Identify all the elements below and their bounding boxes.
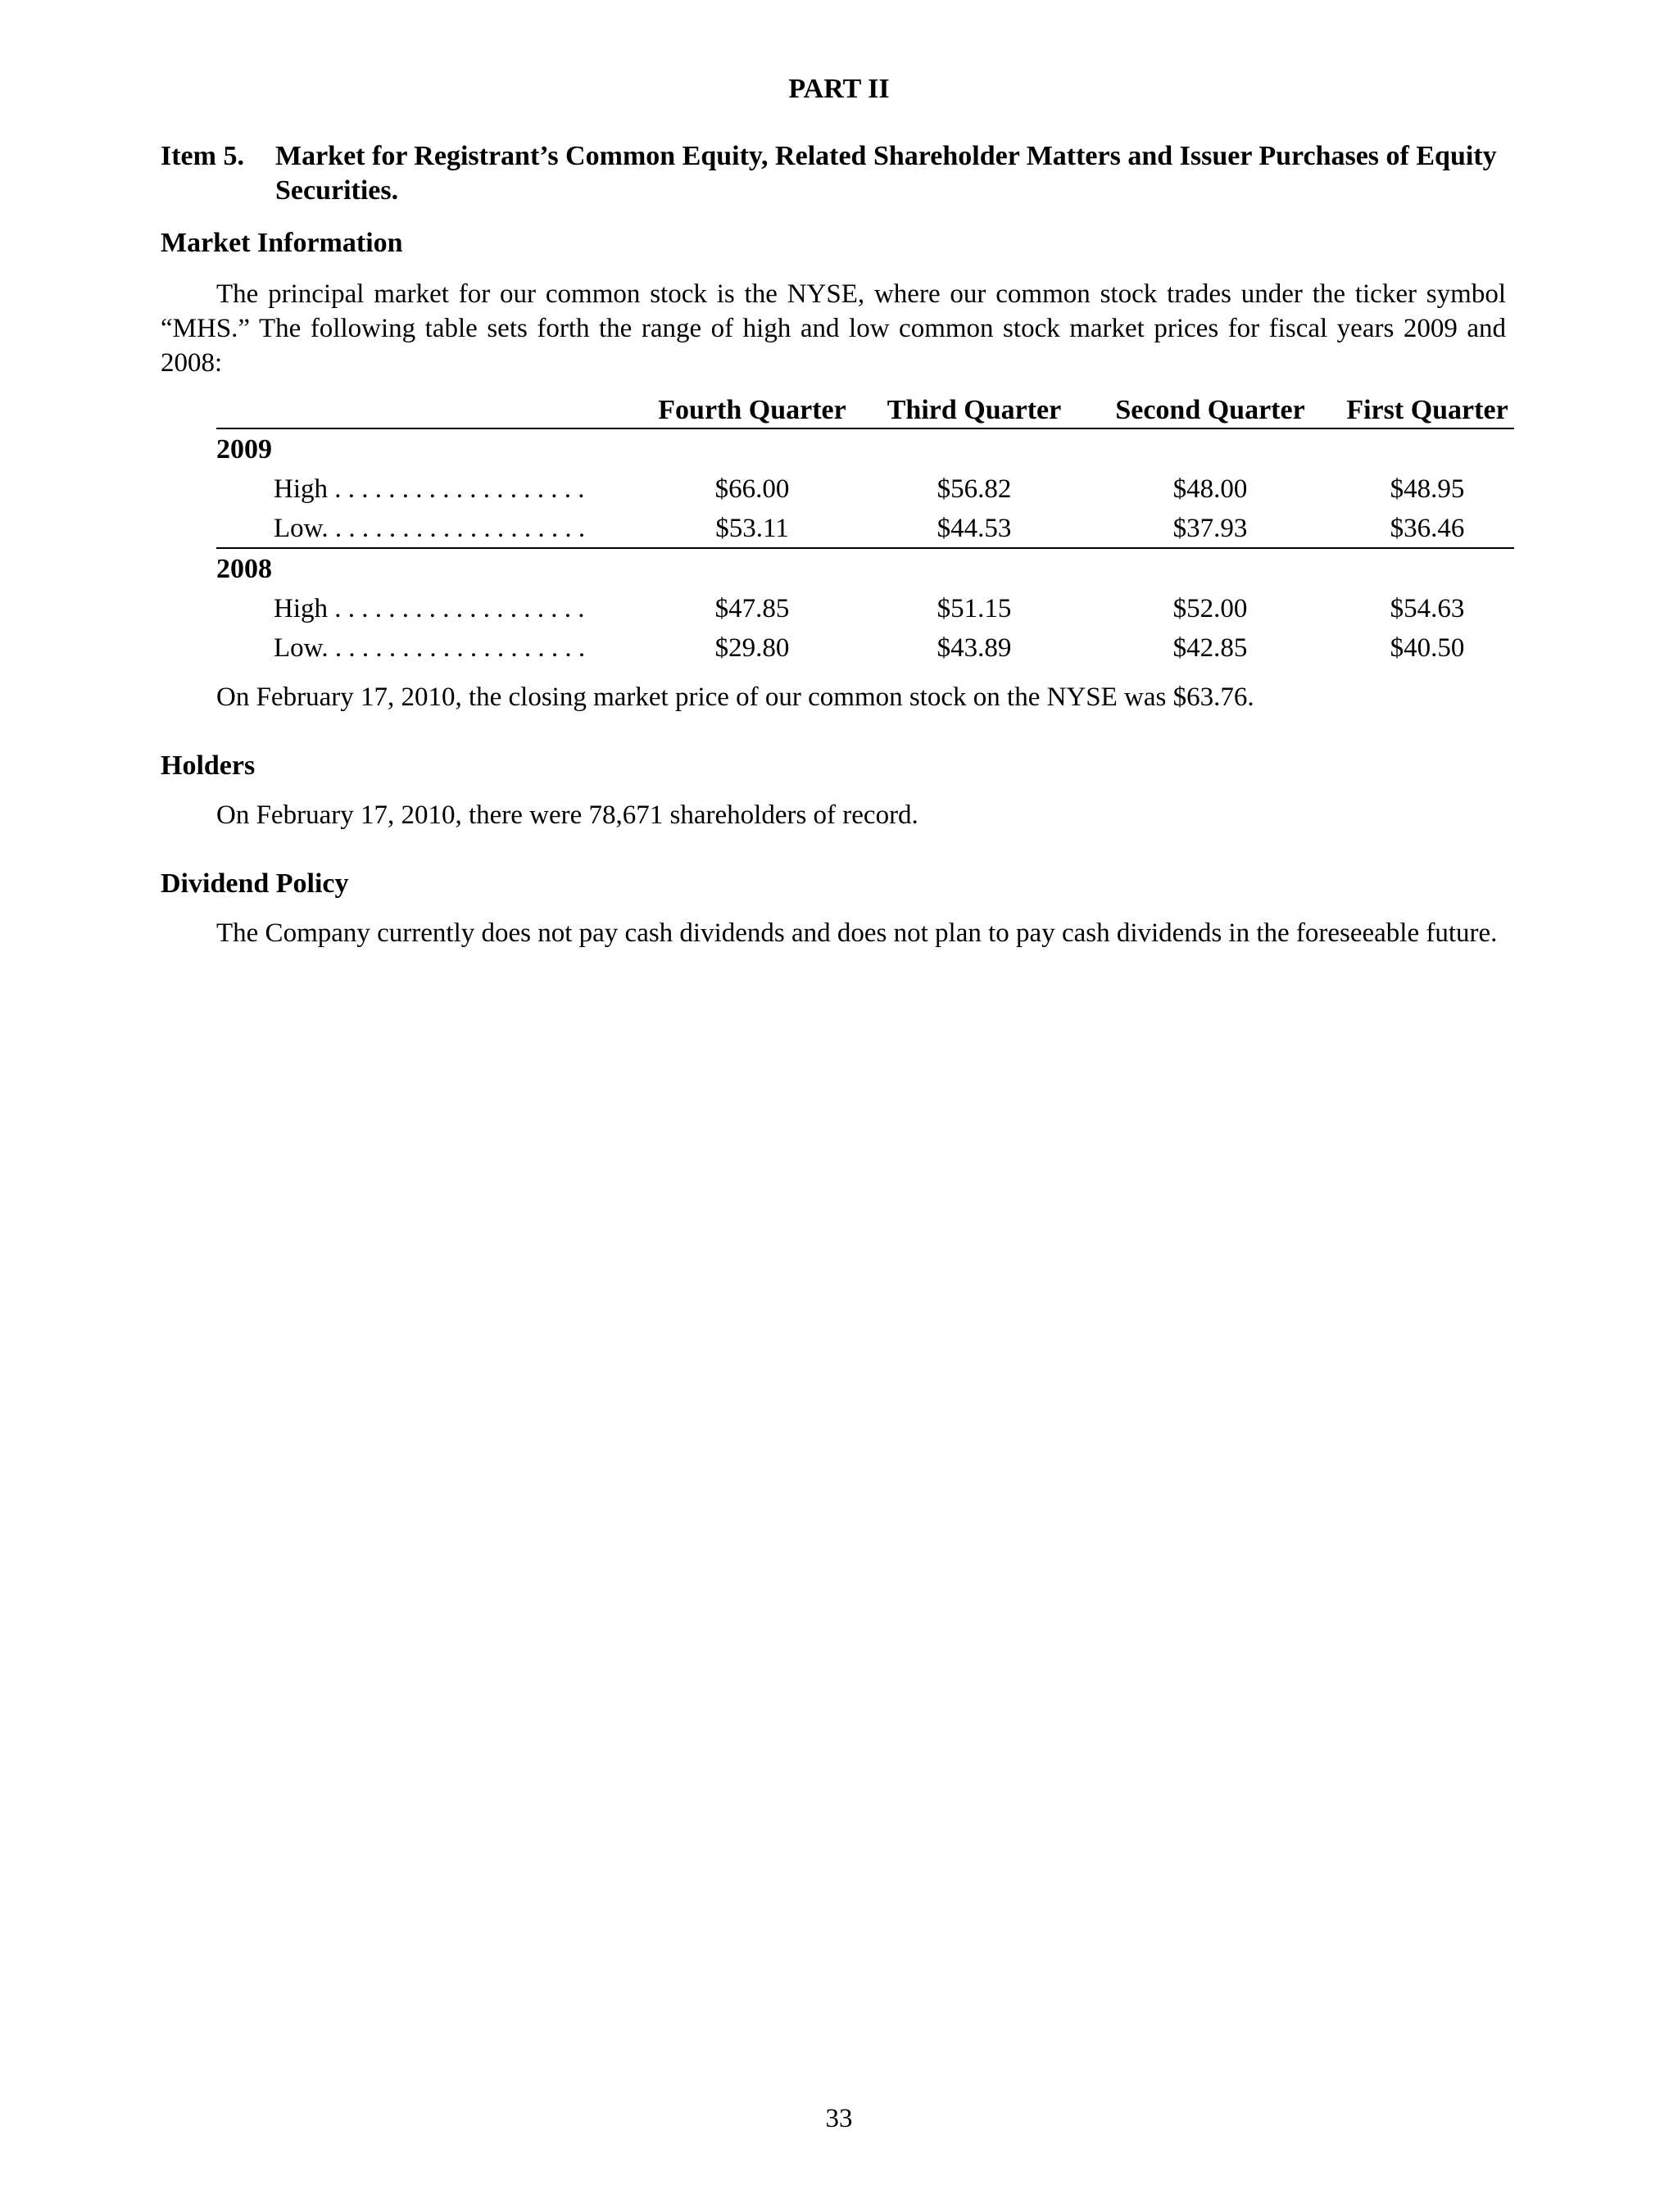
- table-cell: $56.82: [937, 474, 1012, 504]
- holders-text: On February 17, 2010, there were 78,671 shareholders of record.: [216, 800, 918, 830]
- column-header-first-quarter: First Quarter: [1346, 395, 1508, 425]
- table-row: [216, 588, 1514, 628]
- item-number: Item 5.: [161, 141, 244, 171]
- table-cell: $48.95: [1390, 474, 1465, 504]
- year-label: 2008: [216, 554, 272, 584]
- part-title: PART II: [788, 74, 890, 104]
- table-cell: $44.53: [937, 514, 1012, 543]
- table-cell: $43.89: [937, 633, 1012, 663]
- table-cell: $42.85: [1172, 633, 1248, 663]
- page-number: 33: [825, 2104, 853, 2133]
- closing-price-note: On February 17, 2010, the closing market price of our common stock on the NYSE was $63.76.: [216, 682, 1254, 712]
- table-header: [216, 393, 1514, 429]
- table-cell: $36.46: [1390, 514, 1465, 543]
- stock-price-table: [216, 393, 1514, 667]
- table-cell: $53.11: [715, 514, 789, 543]
- table-cell: $29.80: [714, 633, 790, 663]
- row-label-high: High . . . . . . . . . . . . . . . . . . .: [274, 474, 585, 504]
- market-information-heading: Market Information: [161, 228, 403, 258]
- row-label-low: Low. . . . . . . . . . . . . . . . . . . .: [274, 514, 586, 543]
- dividend-policy-text: The Company currently does not pay cash dividends and does not plan to pay cash dividends in the foreseeable future.: [216, 918, 1498, 948]
- table-cell: $54.63: [1390, 594, 1465, 623]
- year-row-2008: [216, 549, 1514, 588]
- row-label-low: Low. . . . . . . . . . . . . . . . . . . .: [274, 633, 586, 663]
- holders-heading: Holders: [161, 750, 256, 781]
- table-cell: $47.85: [714, 594, 790, 623]
- market-information-intro: The principal market for our common stock is the NYSE, where our common stock trades under the ticker symbol “MHS.” The following table sets forth the range of high and low common stock market prices for fiscal years 2009 and 2008:: [161, 279, 1506, 378]
- year-label: 2009: [216, 434, 272, 465]
- table-row: [216, 628, 1514, 667]
- table-row: [216, 508, 1514, 549]
- table-cell: $66.00: [714, 474, 790, 504]
- table-cell: $48.00: [1172, 474, 1248, 504]
- item-title: Market for Registrant’s Common Equity, Related Shareholder Matters and Issuer Purchases of Equity Securities.: [275, 141, 1497, 206]
- table-row: [216, 469, 1514, 508]
- table-cell: $52.00: [1172, 594, 1248, 623]
- dividend-policy-heading: Dividend Policy: [161, 868, 349, 899]
- column-header-fourth-quarter: Fourth Quarter: [658, 395, 846, 425]
- item-heading: [161, 139, 1512, 208]
- column-header-third-quarter: Third Quarter: [887, 395, 1062, 425]
- table-cell: $51.15: [937, 594, 1012, 623]
- table-cell: $40.50: [1390, 633, 1465, 663]
- table-cell: $37.93: [1172, 514, 1248, 543]
- year-row-2009: [216, 429, 1514, 469]
- row-label-high: High . . . . . . . . . . . . . . . . . . .: [274, 594, 585, 623]
- column-header-second-quarter: Second Quarter: [1115, 395, 1305, 425]
